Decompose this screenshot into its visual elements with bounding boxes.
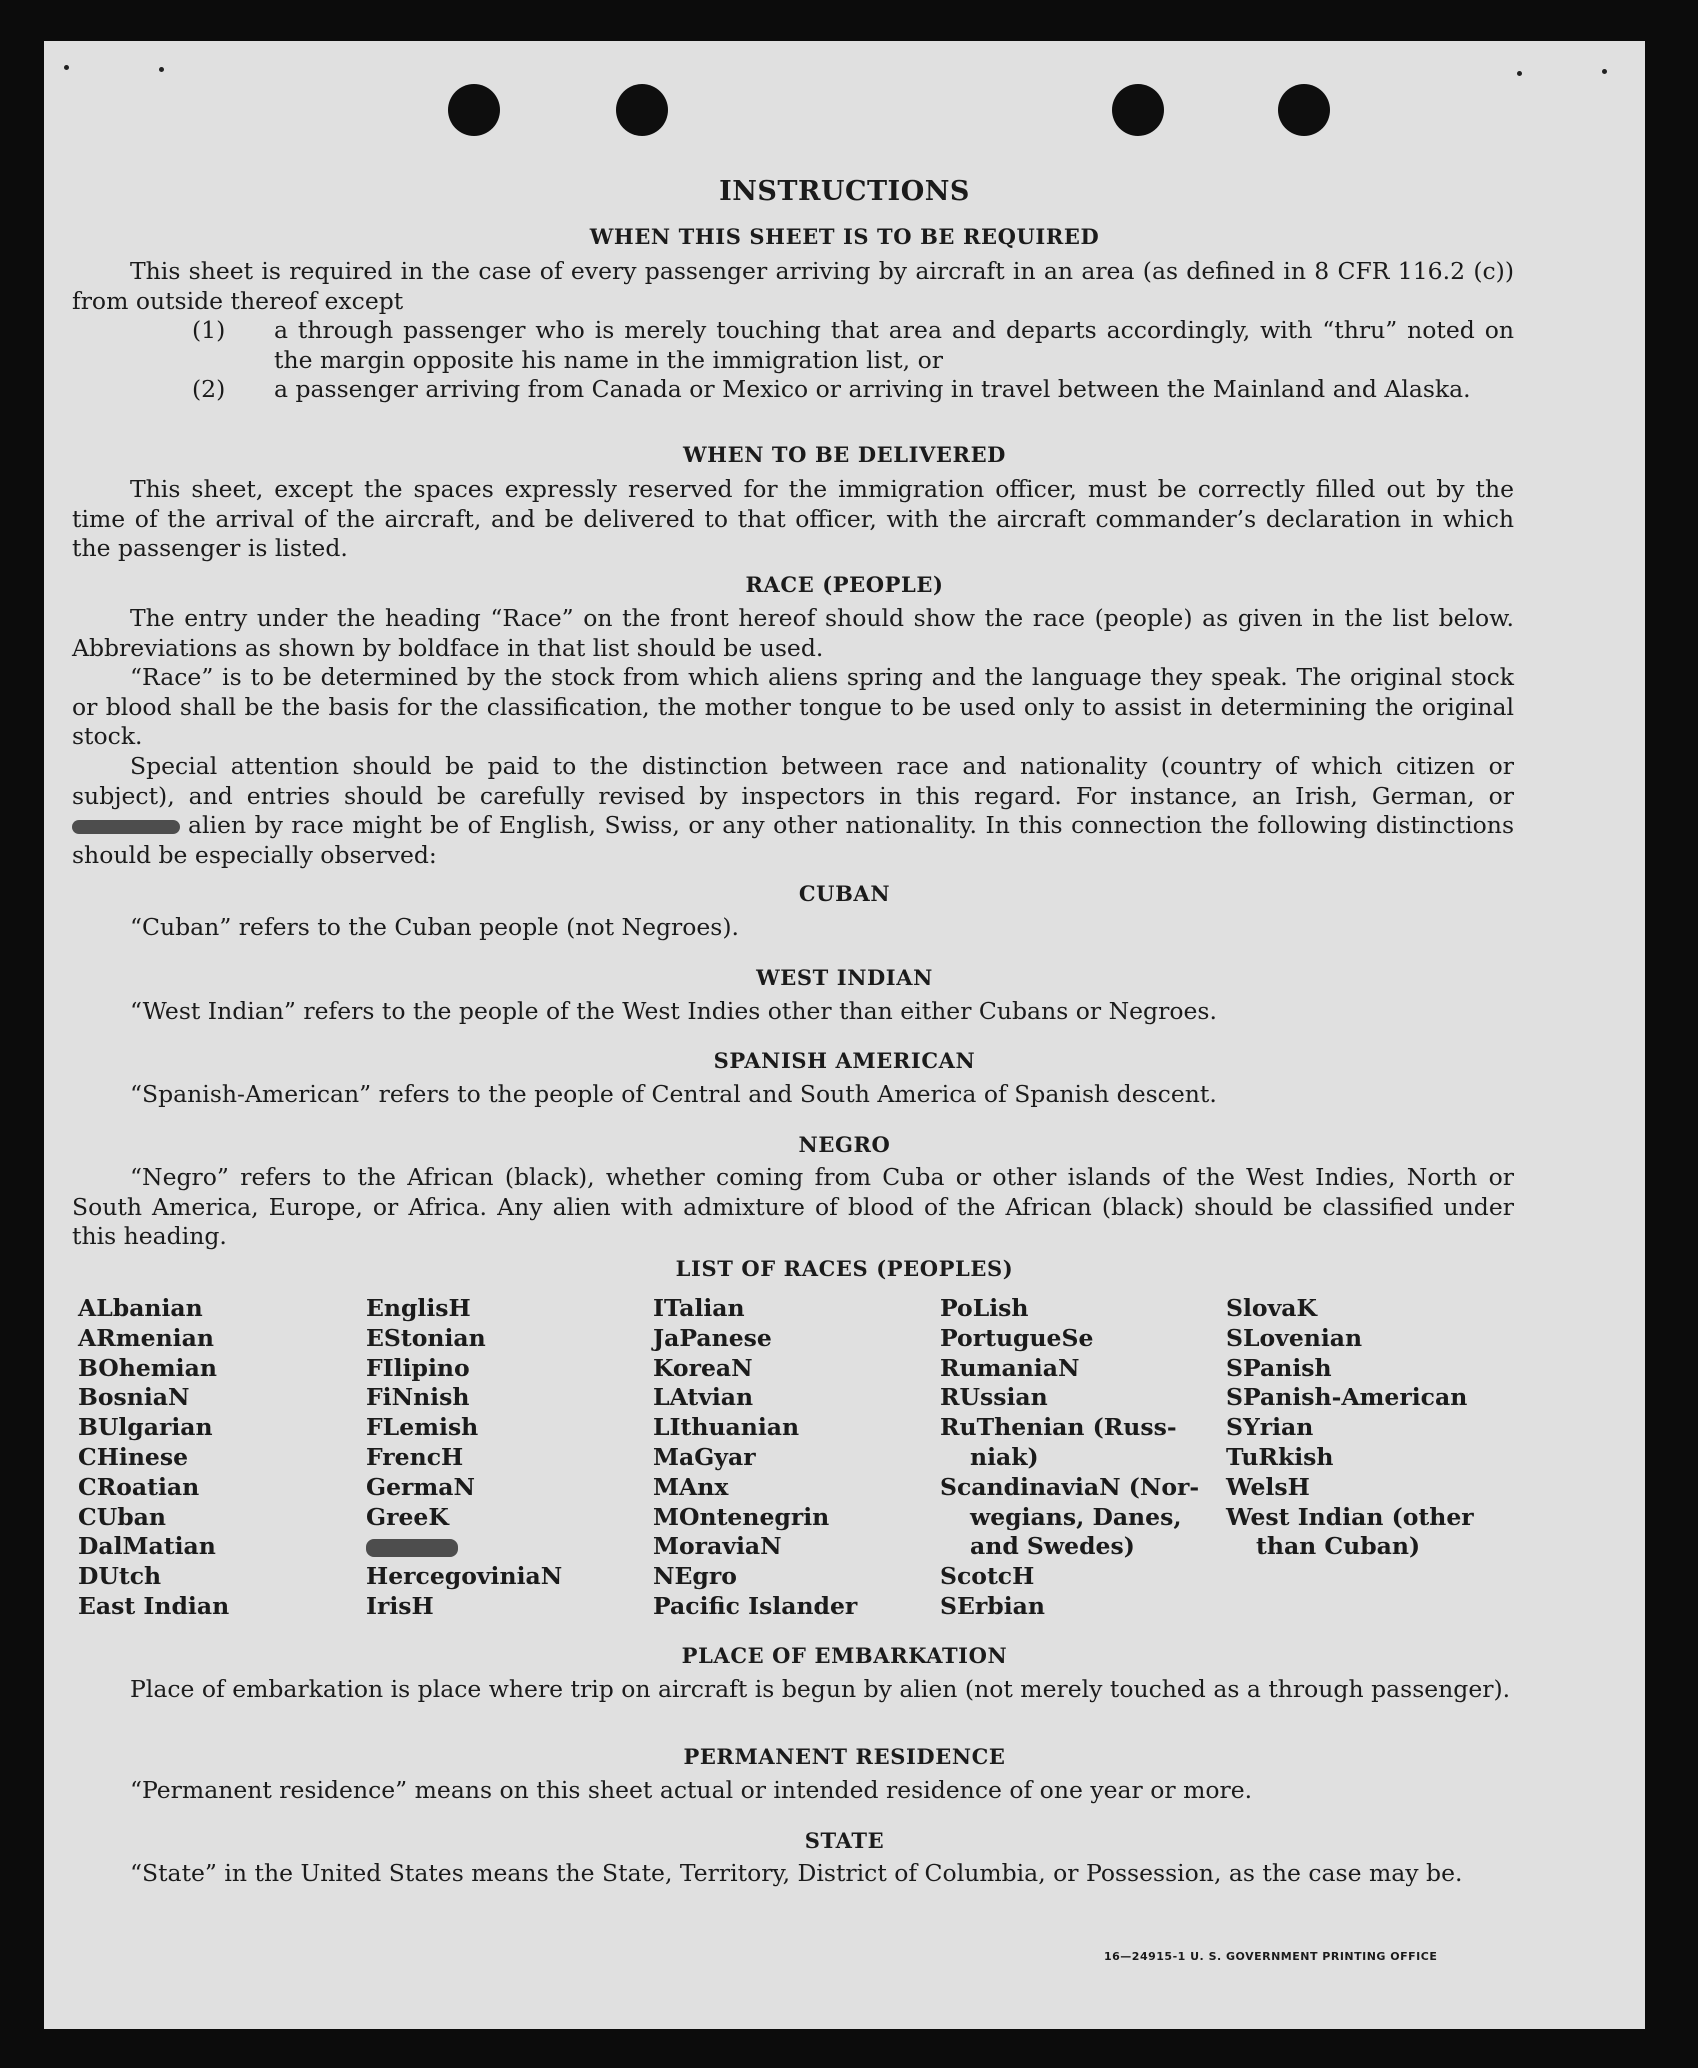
heading-west-indian: WEST INDIAN (756, 965, 933, 990)
races-column-1 (78, 1294, 229, 1622)
heading-cuban: CUBAN (798, 881, 891, 906)
race-entry-continued: and Swedes) (970, 1532, 1135, 1561)
race-entry: CHinese (78, 1442, 189, 1471)
delivered-text: This sheet, except the spaces expressly reserved for the immigration officer, must be correctly filled out by the time of the arrival of the aircraft, and be delivered to that officer, with the aircraft commander’s declaration in which the passenger is listed. (72, 475, 1514, 562)
races-column-3 (653, 1294, 857, 1622)
race-entry: RUssian (940, 1383, 1048, 1412)
redaction-smudge (366, 1539, 458, 1557)
race-entry: GermaN (366, 1472, 475, 1501)
race-entry: SPanish (1226, 1353, 1332, 1382)
speck (1517, 71, 1522, 76)
race-entry: SYrian (1226, 1413, 1314, 1442)
race-entry-continued: niak) (970, 1442, 1039, 1471)
heading-race: RACE (PEOPLE) (745, 572, 944, 597)
race-entry: GreeK (366, 1502, 449, 1531)
race-entry: MOntenegrin (653, 1502, 830, 1531)
punch-hole (1112, 84, 1164, 136)
race-entry: SErbian (940, 1591, 1045, 1620)
required-item-2: (2) a passenger arriving from Canada or Mexico or arriving in travel between the Mainland and Alaska. (192, 375, 1471, 403)
heading-list-of-races: LIST OF RACES (PEOPLES) (675, 1256, 1014, 1281)
race-entry: MaGyar (653, 1442, 756, 1471)
heading-permanent-residence: PERMANENT RESIDENCE (683, 1744, 1006, 1769)
punch-hole (616, 84, 668, 136)
race-entry: BosniaN (78, 1383, 190, 1412)
race-entry: ITalian (653, 1294, 745, 1322)
races-column-5 (1226, 1294, 1474, 1562)
heading-spanish-american: SPANISH AMERICAN (713, 1048, 976, 1073)
printing-office-footer: 16—24915-1 U. S. GOVERNMENT PRINTING OFFICE (1104, 1950, 1438, 1963)
race-entry: FrencH (366, 1442, 464, 1471)
race-entry: MoraviaN (653, 1532, 782, 1561)
race-entry: DUtch (78, 1562, 162, 1591)
race-entry: BOhemian (78, 1353, 217, 1382)
race-entry: BUlgarian (78, 1413, 213, 1442)
race-entry: RumaniaN (940, 1353, 1080, 1382)
speck (1602, 69, 1607, 74)
race-entry: ALbanian (78, 1294, 203, 1322)
race-entry: MAnx (653, 1472, 729, 1501)
race-entry: DalMatian (78, 1532, 216, 1561)
race-paragraph-1: The entry under the heading “Race” on the front hereof should show the race (people) as given in the list below. Abbreviations as shown by boldface in that list should be used. (72, 604, 1514, 662)
race-entry: ScotcH (940, 1562, 1035, 1591)
document-title: INSTRUCTIONS (719, 176, 970, 207)
races-column-4 (940, 1294, 1199, 1622)
race-entry: KoreaN (653, 1353, 753, 1382)
spanish-american-text: “Spanish-American” refers to the people of Central and South America of Spanish descent. (130, 1080, 1217, 1108)
race-entry: LAtvian (653, 1383, 754, 1412)
race-entry: WelsH (1226, 1472, 1310, 1501)
negro-text: “Negro” refers to the African (black), whether coming from Cuba or other islands of the West Indies, North or South America, Europe, or Africa. Any alien with admixture of blood of the African (black) should be classified under this heading. (72, 1163, 1514, 1250)
residence-text: “Permanent residence” means on this sheet actual or intended residence of one year or more. (130, 1776, 1253, 1804)
race-entry: ScandinaviaN (Nor- (940, 1472, 1200, 1501)
cuban-text: “Cuban” refers to the Cuban people (not Negroes). (130, 913, 740, 941)
race-entry: EnglisH (366, 1294, 471, 1322)
embarkation-text: Place of embarkation is place where trip on aircraft is begun by alien (not merely touched as a through passenger). (130, 1675, 1511, 1703)
required-item-1: (1) a through passenger who is merely touching that area and departs accordingly, with “thru” noted on the margin opposite his name in the immigration list, or (192, 316, 1514, 374)
race-entry: FLemish (366, 1413, 479, 1442)
punch-hole (448, 84, 500, 136)
race-entry: RuThenian (Russ- (940, 1413, 1177, 1442)
race-entry: LIthuanian (653, 1413, 800, 1442)
west-indian-text: “West Indian” refers to the people of the West Indies other than either Cubans or Negroes. (130, 997, 1217, 1025)
heading-place-of-embarkation: PLACE OF EMBARKATION (681, 1643, 1008, 1668)
state-text: “State” in the United States means the State, Territory, District of Columbia, or Possession, as the case may be. (130, 1859, 1463, 1887)
race-entry: CUban (78, 1502, 166, 1531)
race-entry: EStonian (366, 1323, 486, 1352)
race-entry: SLovenian (1226, 1323, 1363, 1352)
race-entry: JaPanese (653, 1323, 772, 1352)
race-entry: Pacific Islander (653, 1591, 858, 1620)
race-entry: FIlipino (366, 1353, 470, 1382)
race-paragraph-2: “Race” is to be determined by the stock from which aliens spring and the language they speak. The original stock or blood shall be the basis for the classification, the mother tongue to be used only to assist in determining the original stock. (72, 663, 1514, 750)
speck (159, 67, 164, 72)
race-entry: East Indian (78, 1591, 230, 1620)
races-column-2 (366, 1294, 562, 1622)
race-entry-continued: than Cuban) (1256, 1532, 1421, 1561)
race-entry: PoLish (940, 1294, 1029, 1322)
punch-hole (1278, 84, 1330, 136)
redaction-smudge (72, 820, 180, 834)
heading-when-required: WHEN THIS SHEET IS TO BE REQUIRED (589, 224, 1100, 249)
race-entry: SlovaK (1226, 1294, 1317, 1322)
race-entry: CRoatian (78, 1472, 200, 1501)
race-entry-redacted (366, 1532, 562, 1562)
speck (64, 65, 69, 70)
heading-when-delivered: WHEN TO BE DELIVERED (682, 442, 1006, 467)
race-entry: HercegoviniaN (366, 1562, 563, 1591)
race-paragraph-3: Special attention should be paid to the distinction between race and nationality (country of which citizen or subject), and entries should be carefully revised by inspectors in this regard. For instance, an Irish, German, or alien by race might be of English, Swiss, or any other nationality. In this connection the following distinctions should be especially observed: (72, 752, 1514, 869)
race-entry: West Indian (other (1226, 1502, 1474, 1531)
race-entry: FiNnish (366, 1383, 470, 1412)
race-entry: PortugueSe (940, 1323, 1094, 1352)
race-entry: TuRkish (1226, 1442, 1334, 1471)
race-entry: SPanish-American (1226, 1383, 1468, 1412)
heading-negro: NEGRO (798, 1132, 891, 1157)
document-page (44, 41, 1645, 2029)
heading-state: STATE (804, 1828, 885, 1853)
required-intro: This sheet is required in the case of every passenger arriving by aircraft in an area (as defined in 8 CFR 116.2 (c)) from outside thereof except (72, 257, 1514, 315)
race-entry: IrisH (366, 1591, 434, 1620)
race-entry: NEgro (653, 1562, 737, 1591)
race-entry-continued: wegians, Danes, (970, 1502, 1182, 1531)
race-entry: ARmenian (78, 1323, 214, 1352)
